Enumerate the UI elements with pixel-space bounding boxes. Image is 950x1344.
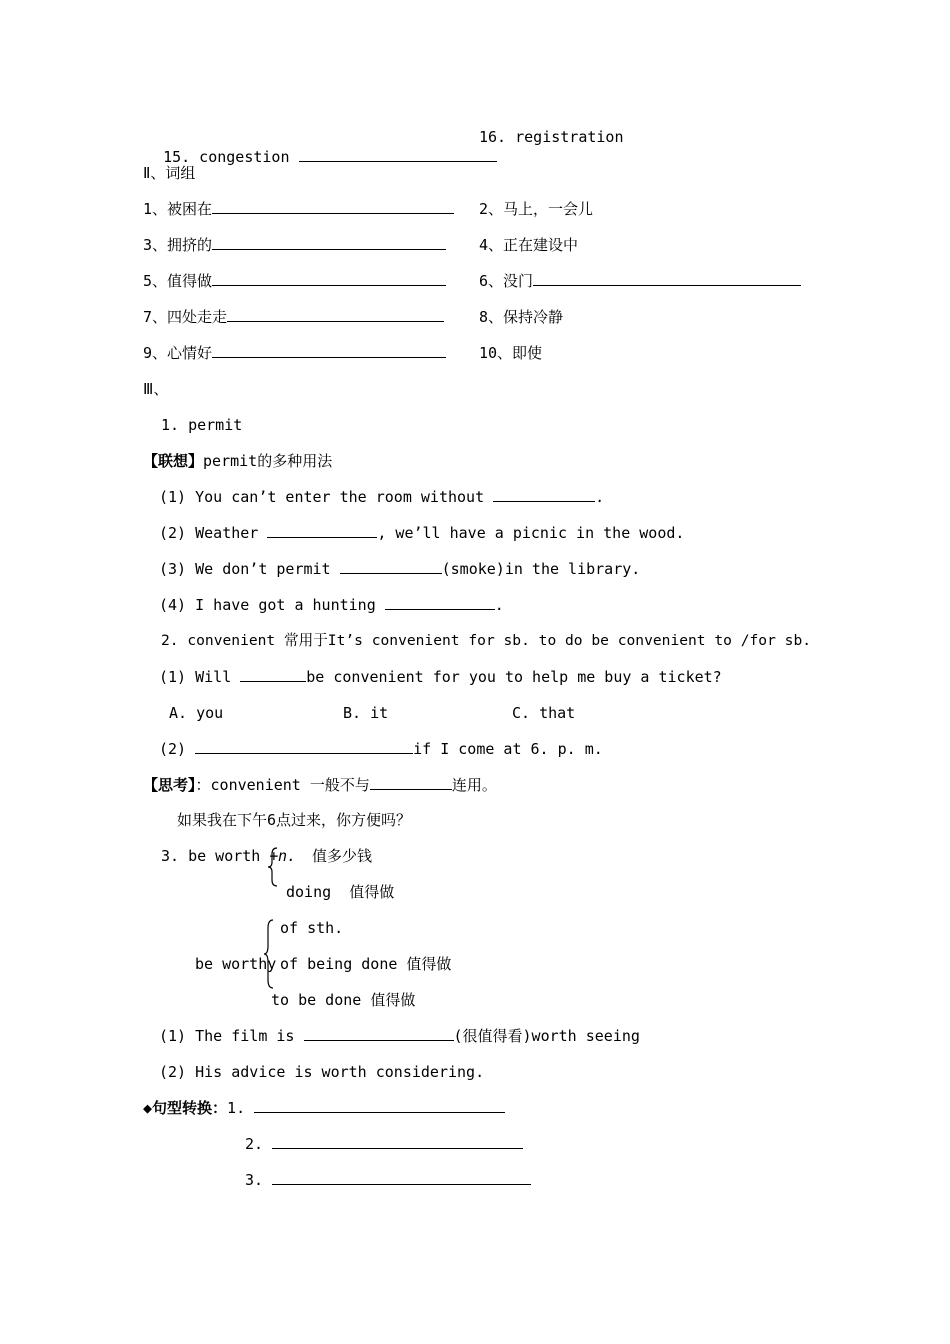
permit-assoc (143, 451, 332, 471)
worthy-to-be-done: to be done 值得做 (271, 991, 416, 1009)
phrase-label: 6、没门 (479, 272, 534, 290)
answer-blank[interactable] (212, 271, 446, 286)
vocab-item-15: 15. congestion (163, 148, 290, 166)
answer-blank[interactable] (267, 523, 377, 538)
convenient-q2 (159, 739, 603, 759)
answer-blank[interactable] (385, 595, 495, 610)
transform-label: ◆句型转换： (143, 1099, 228, 1117)
worth-q1 (159, 1026, 640, 1046)
permit-q4 (159, 595, 504, 615)
answer-blank[interactable] (195, 739, 413, 754)
permit-q2 (159, 523, 684, 543)
answer-blank[interactable] (272, 1170, 531, 1185)
think-text: ：convenient 一般不与 (195, 776, 370, 794)
section-heading-3: Ⅲ、 (143, 380, 169, 398)
vocab-item-16: 16. registration (479, 128, 624, 146)
left-brace-icon (266, 846, 280, 888)
transform-number: 2. (245, 1135, 264, 1153)
option-b[interactable]: B. it (343, 704, 389, 722)
answer-blank[interactable] (340, 559, 442, 574)
assoc-label: 【联想】 (143, 452, 204, 470)
transform-row-3 (245, 1170, 531, 1190)
assoc-text: permit的多种用法 (203, 452, 333, 470)
convenient-think (143, 775, 497, 795)
answer-blank[interactable] (212, 235, 446, 250)
question-text: (1) Will (159, 668, 241, 686)
question-text: be convenient for you to help me buy a ticket? (306, 668, 722, 686)
question-text: , we’ll have a picnic in the wood. (377, 524, 685, 542)
answer-blank[interactable] (272, 1134, 523, 1149)
phrase-item-1 (143, 199, 454, 219)
worthy-label: be worthy (195, 955, 277, 973)
phrase-item-10: 10、即使 (479, 344, 543, 362)
worthy-of-being-done: of being done 值得做 (280, 955, 452, 973)
section-heading-phrases: Ⅱ、词组 (143, 164, 196, 182)
question-text: (1) You can’t enter the room without (159, 488, 494, 506)
transform-number: 1. (227, 1099, 246, 1117)
question-text: (很值得看)worth seeing (453, 1027, 640, 1045)
worth-option-n: n. (278, 847, 297, 865)
think-text: 连用。 (451, 776, 497, 794)
worth-title: 3. be worth + (161, 847, 279, 865)
worth-option-n-meaning: 值多少钱 (312, 847, 373, 865)
convenient-translation: 如果我在下午6点过来，你方便吗？ (177, 811, 412, 829)
question-text: (4) I have got a hunting (159, 596, 385, 614)
convenient-q1 (159, 667, 722, 687)
answer-blank[interactable] (240, 667, 306, 682)
worth-q2: (2) His advice is worth considering. (159, 1063, 485, 1081)
phrase-label: 5、值得做 (143, 272, 213, 290)
permit-title: 1. permit (161, 416, 243, 434)
phrase-label: 9、心情好 (143, 344, 213, 362)
answer-blank[interactable] (299, 147, 497, 162)
phrase-label: 3、拥挤的 (143, 236, 213, 254)
question-text: . (494, 596, 504, 614)
answer-blank[interactable] (493, 487, 595, 502)
phrase-label: 1、被困在 (143, 200, 213, 218)
answer-blank[interactable] (227, 307, 444, 322)
phrase-item-5 (143, 271, 446, 291)
question-text: (2) (159, 740, 196, 758)
permit-q1 (159, 487, 604, 507)
phrase-item-4: 4、正在建设中 (479, 236, 579, 254)
question-text: (3) We don’t permit (159, 560, 340, 578)
option-a[interactable]: A. you (169, 704, 224, 722)
answer-blank[interactable] (304, 1026, 454, 1041)
answer-blank[interactable] (533, 271, 801, 286)
phrase-label: 7、四处走走 (143, 308, 228, 326)
transform-row-2 (245, 1134, 523, 1154)
vocab-row-15 (145, 127, 497, 167)
phrase-item-6 (479, 271, 801, 291)
answer-blank[interactable] (370, 775, 452, 790)
answer-blank[interactable] (254, 1098, 505, 1113)
question-text: (1) The film is (159, 1027, 304, 1045)
think-label: 【思考】 (143, 776, 196, 794)
transform-row-1 (143, 1098, 505, 1118)
phrase-item-9 (143, 343, 446, 363)
phrase-item-8: 8、保持冷静 (479, 308, 564, 326)
question-text: . (595, 488, 605, 506)
transform-number: 3. (245, 1171, 264, 1189)
question-text: (2) Weather (159, 524, 268, 542)
convenient-title: 2. convenient 常用于It’s convenient for sb. to do be convenient to /for sb. (161, 632, 812, 649)
worth-option-doing: doing 值得做 (286, 883, 395, 901)
left-brace-icon (262, 918, 276, 990)
permit-q3 (159, 559, 640, 579)
phrase-item-2: 2、马上，一会儿 (479, 200, 594, 218)
option-c[interactable]: C. that (512, 704, 576, 722)
worthy-of-sth: of sth. (280, 919, 344, 937)
phrase-item-3 (143, 235, 446, 255)
question-text: if I come at 6. p. m. (413, 740, 603, 758)
answer-blank[interactable] (212, 343, 446, 358)
answer-blank[interactable] (212, 199, 454, 214)
phrase-item-7 (143, 307, 444, 327)
question-text: (smoke)in the library. (441, 560, 641, 578)
